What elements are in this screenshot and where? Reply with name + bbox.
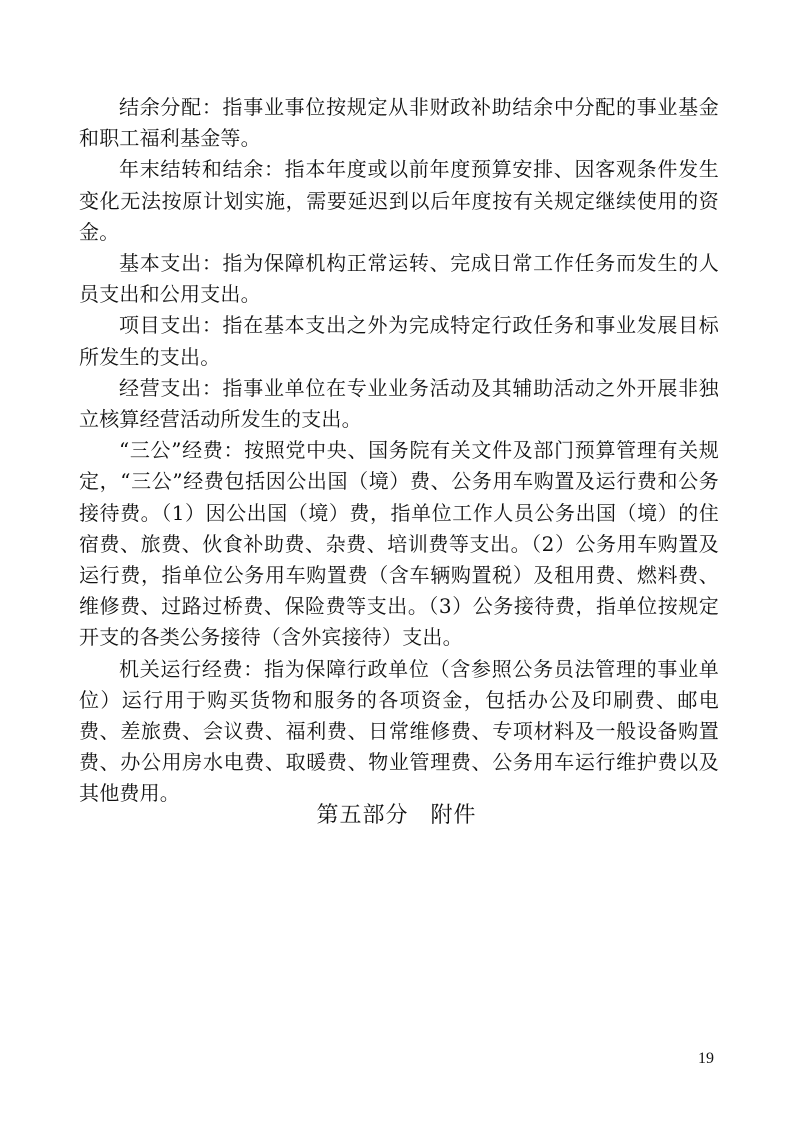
glossary-body	[79, 92, 719, 810]
section-title	[0, 798, 793, 829]
paragraph-basic-expenditure: 基本支出：指为保障机构正常运转、完成日常工作任务而发生的人员支出和公用支出。	[79, 251, 719, 307]
paragraph-year-end-carryover: 年末结转和结余：指本年度或以前年度预算安排、因客观条件发生变化无法按原计划实施，需要延迟到以后年度按有关规定继续使用的资金。	[79, 157, 719, 244]
paragraph-surplus-distribution: 结余分配：指事业事位按规定从非财政补助结余中分配的事业基金和职工福利基金等。	[79, 95, 719, 151]
paragraph-three-public-expenses: “三公”经费：按照党中央、国务院有关文件及部门预算管理有关规定，“三公”经费包括因公出国（境）费、公务用车购置及运行费和公务接待费。（1）因公出国（境）费，指单位工作人员公务出国（境）的住宿费、旅费、伙食补助费、杂费、培训费等支出。（2）公务用车购置及运行费，指单位公务用车购置费（含车辆购置税）及租用费、燃料费、维修费、过路过桥费、保险费等支出。（3）公务接待费，指单位按规定开支的各类公务接待（含外宾接待）支出。	[79, 438, 719, 650]
section-name: 附件	[430, 803, 477, 828]
paragraph-agency-operating-funds: 机关运行经费：指为保障行政单位（含参照公务员法管理的事业单位）运行用于购买货物和服务的各项资金，包括办公及印刷费、邮电费、差旅费、会议费、福利费、日常维修费、专项材料及一般设备购置费、办公用房水电费、取暖费、物业管理费、公务用车运行维护费以及其他费用。	[79, 656, 719, 806]
paragraph-operating-expenditure: 经营支出：指事业单位在专业业务活动及其辅助活动之外开展非独立核算经营活动所发生的支出。	[79, 375, 719, 432]
page-number: 19	[698, 1050, 714, 1067]
section-part-label: 第五部分	[316, 803, 409, 828]
paragraph-project-expenditure: 项目支出：指在基本支出之外为完成特定行政任务和事业发展目标所发生的支出。	[79, 313, 719, 369]
